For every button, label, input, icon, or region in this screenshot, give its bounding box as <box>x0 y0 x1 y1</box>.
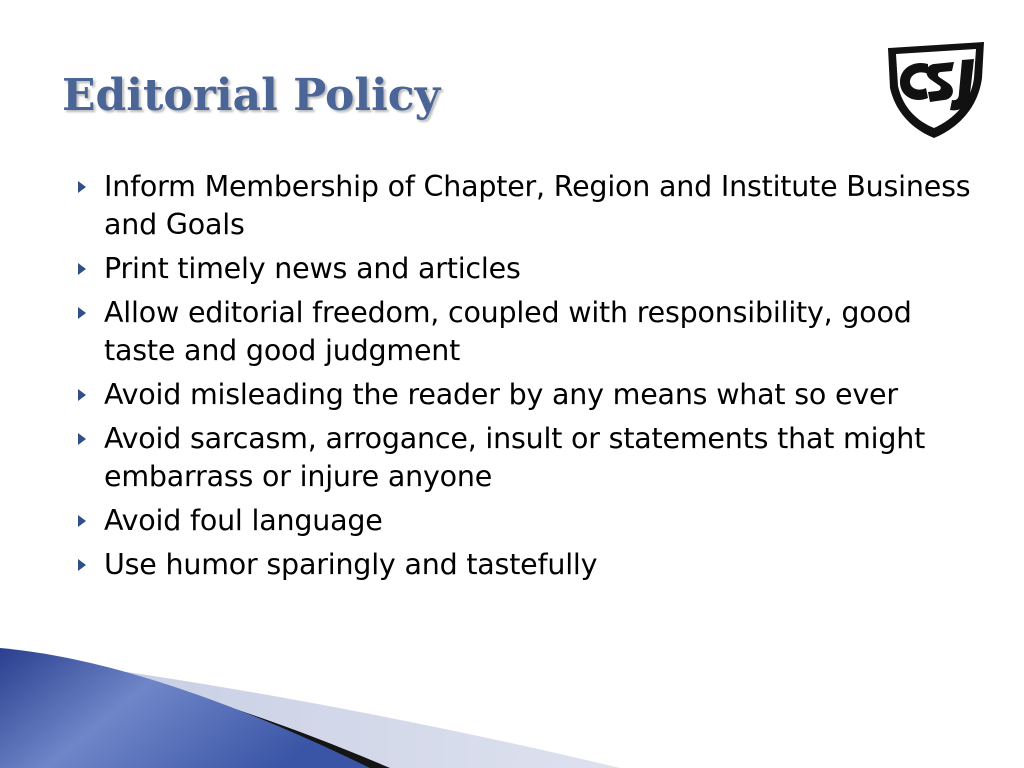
bullet-text: Print timely news and articles <box>104 252 521 285</box>
bullet-text: Allow editorial freedom, coupled with responsibility, good taste and good judgment <box>104 296 912 367</box>
bullet-text: Inform Membership of Chapter, Region and Institute Business and Goals <box>104 170 971 241</box>
bullet-text: Avoid foul language <box>104 504 383 537</box>
bullet-text: Use humor sparingly and tastefully <box>104 548 598 581</box>
bullet-text: Avoid sarcasm, arrogance, insult or statements that might embarrass or injure anyone <box>104 422 926 493</box>
slide-title: Editorial Policy <box>62 70 441 121</box>
bullet-text: Avoid misleading the reader by any means what so ever <box>104 378 898 411</box>
